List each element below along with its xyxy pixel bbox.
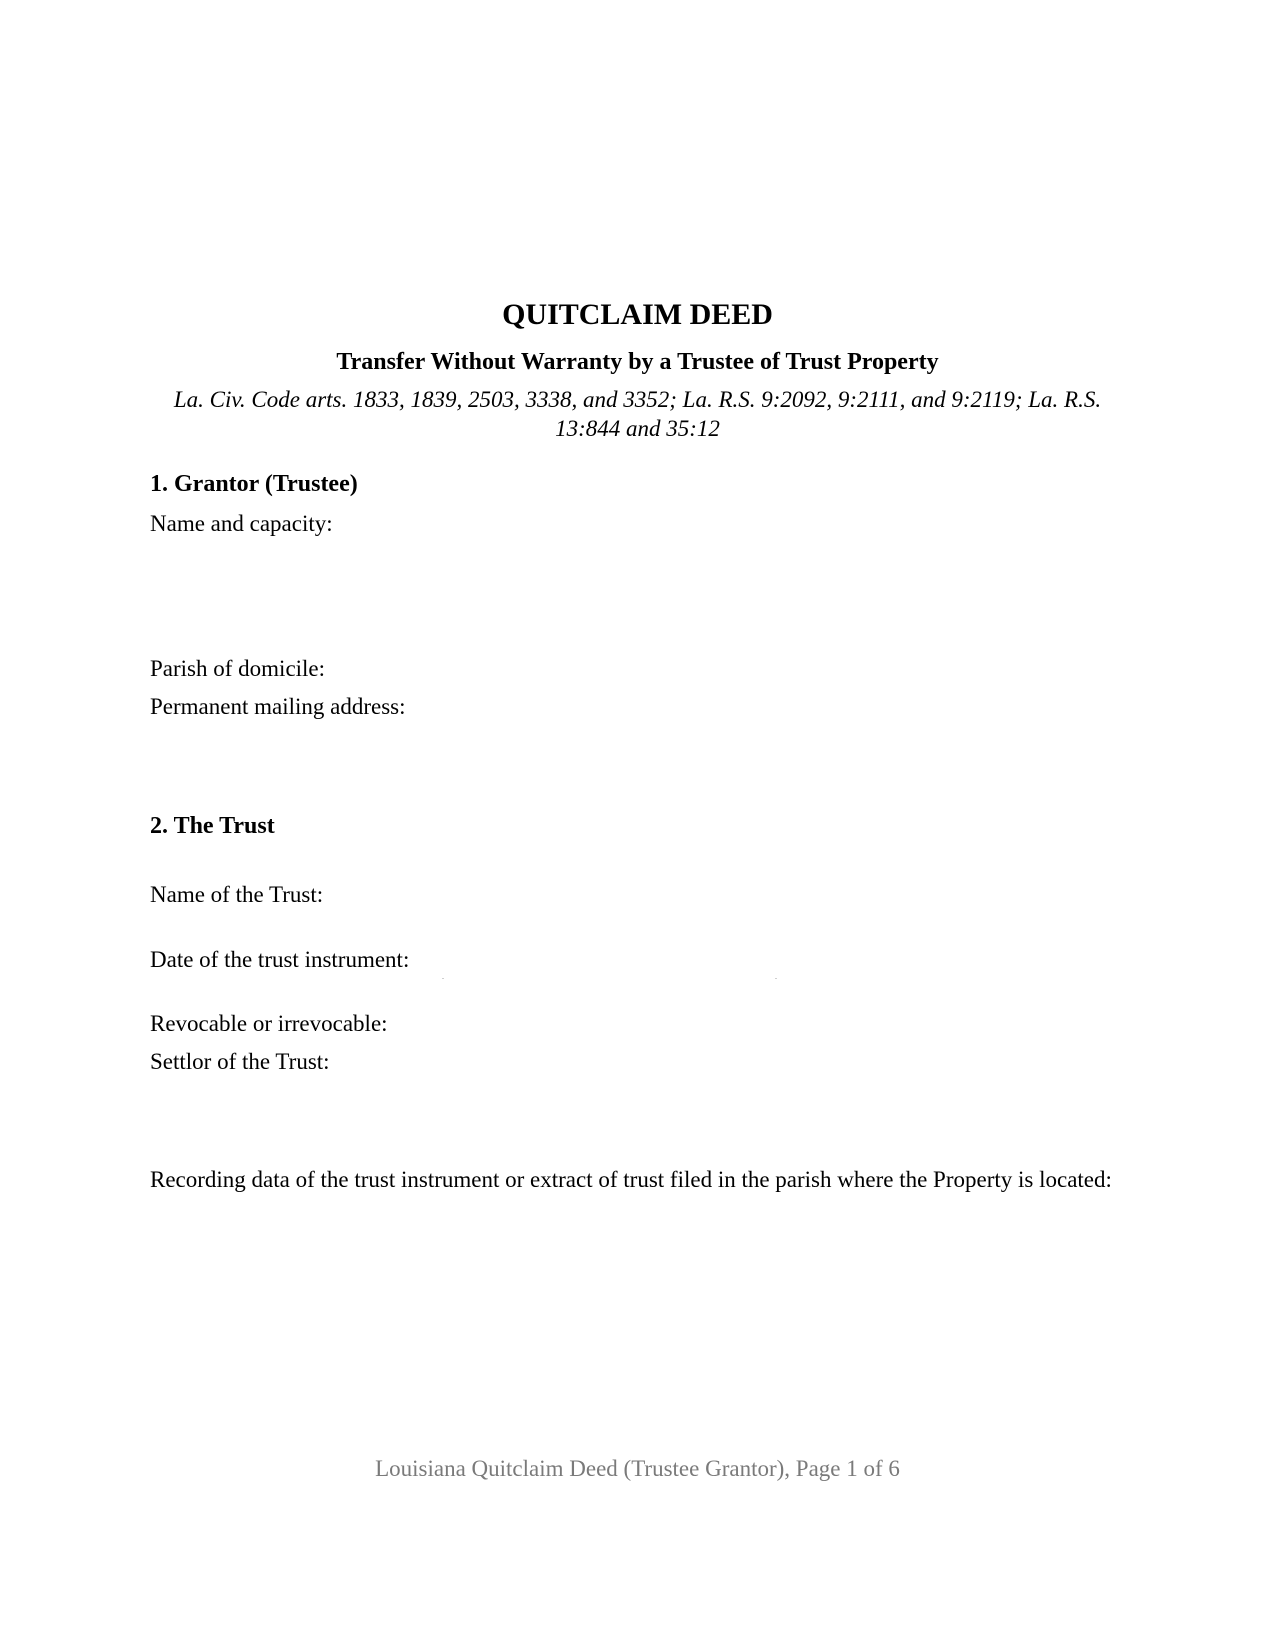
faint-mark	[775, 978, 777, 979]
parish-domicile-label: Parish of domicile:	[150, 656, 326, 681]
trust-date-label: Date of the trust instrument:	[150, 947, 410, 972]
page-footer: Louisiana Quitclaim Deed (Trustee Grantor), Page 1 of 6	[375, 1456, 900, 1481]
recording-data-label: Recording data of the trust instrument or extract of trust filed in the parish where the Property is located:	[150, 1167, 1112, 1192]
revocable-label: Revocable or irrevocable:	[150, 1011, 388, 1036]
document-subtitle: Transfer Without Warranty by a Trustee of Trust Property	[336, 349, 939, 375]
name-capacity-label: Name and capacity:	[150, 511, 333, 536]
section-heading-trust: 2. The Trust	[150, 813, 275, 839]
faint-mark	[442, 978, 444, 979]
legal-citation: La. Civ. Code arts. 1833, 1839, 2503, 3338, and 3352; La. R.S. 9:2092, 9:2111, and 9:2119; La. R.S. 13:844 and 35:12	[173, 387, 1102, 441]
document-title: QUITCLAIM DEED	[502, 298, 773, 331]
section-heading-grantor: 1. Grantor (Trustee)	[150, 471, 358, 497]
trust-name-label: Name of the Trust:	[150, 882, 324, 907]
settlor-label: Settlor of the Trust:	[150, 1049, 330, 1074]
mailing-address-label: Permanent mailing address:	[150, 694, 406, 719]
